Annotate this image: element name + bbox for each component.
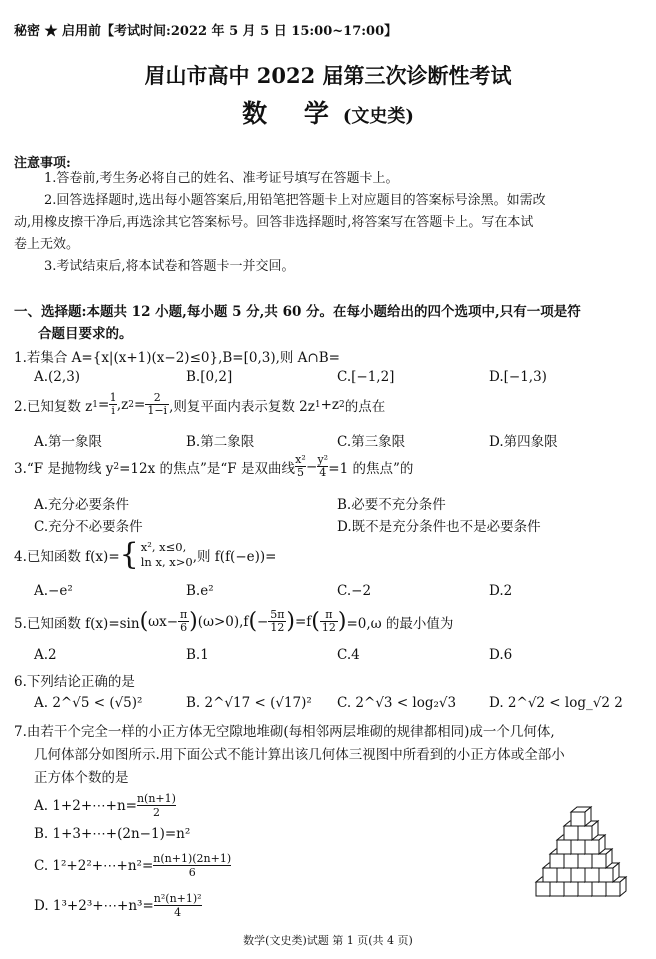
q2-option-b: B.第二象限 — [186, 434, 255, 450]
q5-text-d: =0,ω 的最小值为 — [346, 615, 454, 632]
section-1-heading: 一、选择题:本题共 12 小题,每小题 5 分,共 60 分。在每小题给出的四个选项中,只有一项是符 — [14, 304, 581, 320]
q2-sub-3: 1 — [314, 399, 321, 410]
subject-category: (文史类) — [342, 106, 414, 127]
question-1-stem: 1.若集合 A={x|(x+1)(x−2)≤0},B=[0,3),则 A∩B= — [14, 350, 340, 366]
q4-text-b: ,则 f(f(−e))= — [192, 549, 277, 565]
exam-subtitle — [0, 94, 656, 130]
section-1-heading-cont: 合题目要求的。 — [38, 326, 133, 342]
notice-item-3: 3.考试结束后,将本试卷和答题卡一并交回。 — [44, 259, 295, 274]
q7-a-fraction — [137, 792, 176, 819]
q7-c-num: n(n+1)(2n+1) — [153, 852, 232, 865]
q5-text-c: =f — [294, 613, 312, 630]
q5-text-b: (ω>0),f — [197, 613, 249, 630]
notice-item-1: 1.答卷前,考生务必将自己的姓名、准考证号填写在答题卡上。 — [44, 171, 399, 186]
q3-f2-num: y² — [317, 453, 329, 466]
q5-option-c: C.4 — [337, 647, 360, 663]
question-3-stem — [14, 454, 413, 479]
q5-option-a: A.2 — [34, 647, 57, 663]
question-5-stem — [14, 609, 453, 634]
q3-f1-num: x² — [295, 453, 306, 466]
q2-text-comma: ,z — [116, 396, 129, 413]
q3-fraction-1 — [295, 454, 306, 479]
q5-paren-open-3: ( — [311, 609, 320, 634]
q2-option-d: D.第四象限 — [489, 434, 558, 450]
q4-case-1: x², x≤0, — [140, 540, 187, 554]
q7-d-fraction — [154, 892, 202, 919]
q5-f1-num: π — [179, 608, 188, 621]
q7-d-left: D. 1³+2³+⋯+n³= — [34, 897, 154, 914]
q7-a-den: 2 — [137, 805, 176, 819]
q2-f1-den: i — [111, 404, 115, 417]
question-4-stem — [14, 537, 277, 572]
q7-option-d — [34, 892, 202, 919]
q5-f3-num: π — [325, 608, 333, 621]
q5-f1-den: 6 — [180, 621, 188, 634]
q5-f2-den: 12 — [270, 621, 285, 634]
q5-paren-close: ) — [189, 609, 198, 634]
q7-option-b: B. 1+3+⋯+(2n−1)=n² — [34, 826, 191, 842]
stacked-cubes-figure — [534, 792, 644, 902]
q2-text-a: 2.已知复数 z — [14, 398, 93, 415]
notice-item-2-line-2: 动,用橡皮擦干净后,再选涂其它答案标号。回答非选择题时,将答案写在答题卡上。写在本试 — [14, 215, 534, 230]
q4-text-a: 4.已知函数 f(x)= — [14, 549, 120, 565]
q3-option-a: A.充分必要条件 — [34, 497, 130, 513]
exam-header: 秘密 ★ 启用前【考试时间:2022 年 5 月 5 日 15:00~17:00】 — [14, 24, 398, 39]
q7-c-left: C. 1²+2²+⋯+n²= — [34, 857, 154, 874]
q5-p2: − — [257, 613, 269, 630]
q5-f3-den: 12 — [321, 621, 336, 634]
q3-option-d: D.既不是充分条件也不是必要条件 — [337, 519, 541, 535]
q7-d-num: n²(n+1)² — [153, 892, 202, 905]
q7-a-num: n(n+1) — [136, 792, 176, 805]
q2-text-c: +z — [320, 396, 340, 413]
q5-paren-close-2: ) — [286, 609, 295, 634]
q1-option-a: A.(2,3) — [34, 369, 81, 385]
q3-sup-1: 2 — [113, 461, 120, 472]
q3-f2-den: 4 — [319, 466, 327, 479]
q2-option-c: C.第三象限 — [337, 434, 406, 450]
q6-option-b: B. 2^√17 < (√17)² — [186, 695, 312, 711]
q2-eq-2: = — [134, 396, 146, 413]
q5-paren-close-3: ) — [337, 609, 347, 634]
notice-heading: 注意事项: — [14, 156, 71, 171]
q7-option-c — [34, 852, 231, 879]
q3-fraction-2 — [317, 454, 328, 479]
q1-option-b: B.[0,2] — [186, 369, 233, 385]
q6-option-d: D. 2^√2 < log_√2 2 — [489, 695, 623, 711]
q5-paren-open-2: ( — [248, 609, 258, 634]
q7-c-fraction — [153, 852, 231, 879]
q4-brace: { — [119, 537, 139, 572]
question-2-stem — [14, 392, 385, 417]
q5-text-a: 5.已知函数 f(x)=sin — [14, 615, 140, 632]
exam-title: 眉山市高中 2022 届第三次诊断性考试 — [144, 63, 512, 88]
q1-option-c: C.[−1,2] — [337, 369, 395, 385]
q5-fraction-3 — [320, 609, 338, 634]
q2-sub-2: 2 — [128, 399, 135, 410]
notice-item-2-line-3: 卷上无效。 — [14, 237, 80, 252]
q3-text-b: =12x 的焦点”是“F 是双曲线 — [119, 460, 295, 477]
q5-option-b: B.1 — [186, 647, 209, 663]
q5-p1: ωx− — [148, 613, 179, 630]
q3-minus: − — [305, 458, 318, 475]
q2-text-d: 的点在 — [344, 398, 386, 415]
q3-text-c: =1 的焦点”的 — [328, 460, 414, 477]
q7-option-a — [34, 792, 176, 819]
q2-fraction-2 — [145, 392, 169, 417]
q6-option-a: A. 2^√5 < (√5)² — [34, 695, 143, 711]
notice-item-2-line-1: 2.回答选择题时,选出每小题答案后,用铅笔把答题卡上对应题目的答案标号涂黑。如需改 — [44, 193, 546, 208]
q2-f1-num: 1 — [109, 391, 117, 404]
question-7-line-2: 几何体部分如图所示.用下面公式不能计算出该几何体三视图中所看到的小正方体或全部小 — [34, 747, 565, 763]
q3-option-c: C.充分不必要条件 — [34, 519, 143, 535]
q2-text-b: ,则复平面内表示复数 2z — [169, 398, 315, 415]
q2-f2-den: 1−i — [147, 404, 168, 417]
q2-sub-1: 1 — [92, 399, 99, 410]
q4-option-c: C.−2 — [337, 583, 372, 599]
q3-text-a: 3.“F 是抛物线 y — [14, 460, 114, 477]
q6-option-c: C. 2^√3 < log₂√3 — [337, 695, 457, 711]
q4-option-a: A.−e² — [34, 583, 73, 599]
q2-sub-4: 2 — [339, 399, 345, 410]
q4-option-d: D.2 — [489, 583, 513, 599]
q5-f2-num: 5π — [270, 608, 285, 621]
q5-paren-open: ( — [139, 609, 149, 634]
q7-d-den: 4 — [154, 905, 202, 919]
page-footer: 数学(文史类)试题 第 1 页(共 4 页) — [243, 934, 413, 947]
q5-fraction-2 — [268, 609, 286, 634]
q4-option-b: B.e² — [186, 583, 214, 599]
q1-option-d: D.[−1,3) — [489, 369, 547, 385]
question-7-line-3: 正方体个数的是 — [34, 770, 129, 786]
q2-fraction-1 — [109, 392, 117, 417]
subject: 数 学 — [242, 99, 343, 128]
q7-a-left: A. 1+2+⋯+n= — [34, 797, 137, 814]
q4-piecewise — [141, 540, 193, 570]
q2-option-a: A.第一象限 — [34, 434, 103, 450]
question-7-line-1: 7.由若干个完全一样的小正方体无空隙地堆砌(每相邻两层堆砌的规律都相同)成一个几何体, — [14, 724, 555, 740]
question-6-stem: 6.下列结论正确的是 — [14, 674, 135, 690]
q5-option-d: D.6 — [489, 647, 513, 663]
q3-f1-den: 5 — [296, 466, 304, 479]
q4-case-2: ln x, x>0 — [140, 555, 193, 569]
q5-fraction-1 — [178, 609, 189, 634]
q2-eq-1: = — [98, 396, 110, 413]
q2-f2-num: 2 — [153, 391, 161, 404]
q3-option-b: B.必要不充分条件 — [337, 497, 446, 513]
q7-c-den: 6 — [153, 865, 231, 879]
